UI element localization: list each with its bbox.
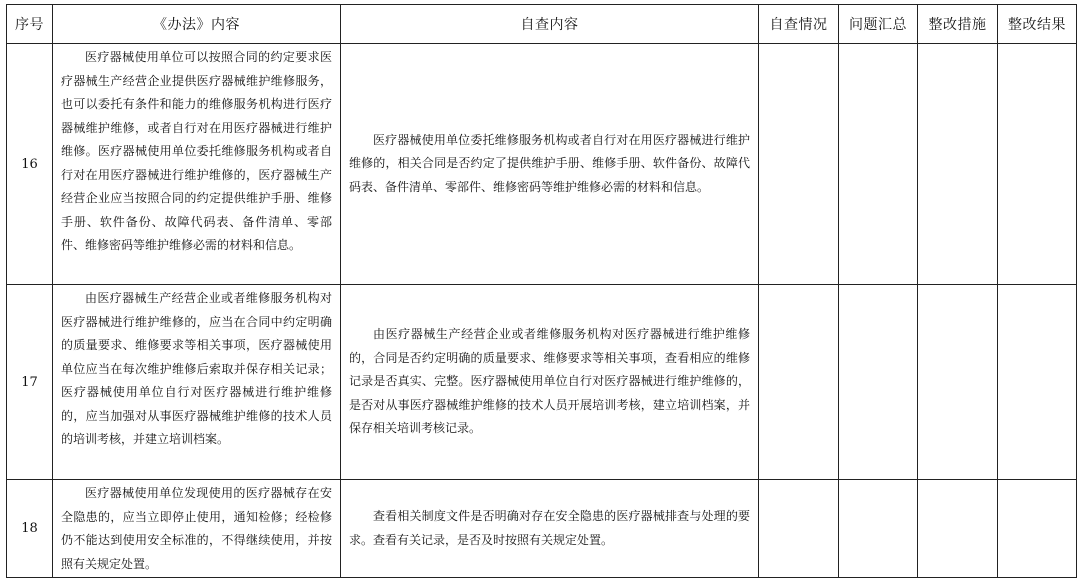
cell-issue-summary[interactable] (839, 480, 918, 578)
cell-issue-summary[interactable] (839, 285, 918, 480)
table-row (7, 285, 1077, 480)
header-self-status: 自查情况 (759, 5, 839, 44)
cell-rectify-measures[interactable] (918, 285, 998, 480)
cell-rectify-results[interactable] (998, 285, 1077, 480)
row-check-content (341, 44, 759, 285)
row-seq: 16 (7, 44, 53, 285)
header-rectify-results: 整改结果 (998, 5, 1077, 44)
check-text: 医疗器械使用单位委托维修服务机构或者自行对在用医疗器械进行维护维修的，相关合同是否约定了提供维护手册、维修手册、软件备份、故障代码表、备件清单、零部件、维修密码等维护维修必需的材料和信息。 (349, 132, 750, 194)
cell-self-status[interactable] (759, 285, 839, 480)
table-row (7, 480, 1077, 578)
header-law-content: 《办法》内容 (53, 5, 341, 44)
header-issue-summary: 问题汇总 (839, 5, 918, 44)
row-law-content (53, 44, 341, 285)
header-seq: 序号 (7, 5, 53, 44)
cell-rectify-measures[interactable] (918, 480, 998, 578)
check-text: 由医疗器械生产经营企业或者维修服务机构对医疗器械进行维护维修的，合同是否约定明确的质量要求、维修要求等相关事项，查看相应的维修记录是否真实、完整。医疗器械使用单位自行对医疗器械进行维护维修的，是否对从事医疗器械维护维修的技术人员开展培训考核，建立培训档案，并保存相关培训考核记录。 (349, 327, 750, 436)
cell-rectify-measures[interactable] (918, 44, 998, 285)
row-check-content (341, 285, 759, 480)
header-check-content: 自查内容 (341, 5, 759, 44)
row-law-content (53, 480, 341, 578)
row-seq: 18 (7, 480, 53, 578)
cell-self-status[interactable] (759, 480, 839, 578)
row-check-content (341, 480, 759, 578)
check-text: 查看相关制度文件是否明确对存在安全隐患的医疗器械排查与处理的要求。查看有关记录，是否及时按照有关规定处置。 (349, 509, 750, 547)
cell-self-status[interactable] (759, 44, 839, 285)
law-text: 医疗器械使用单位可以按照合同的约定要求医疗器械生产经营企业提供医疗器械维护维修服务，也可以委托有条件和能力的维修服务机构进行医疗器械维护维修，或者自行对在用医疗器械进行维护维修。医疗器械使用单位委托维修服务机构或者自行对在用医疗器械进行维护维修的，医疗器械生产经营企业应当按照合同的约定提供维护手册、维修手册、软件备份、故障代码表、备件清单、零部件、维修密码等维护维修必需的材料和信息。 (61, 50, 332, 252)
cell-issue-summary[interactable] (839, 44, 918, 285)
cell-rectify-results[interactable] (998, 44, 1077, 285)
table-row (7, 44, 1077, 285)
row-seq: 17 (7, 285, 53, 480)
header-row (7, 5, 1077, 44)
law-text: 由医疗器械生产经营企业或者维修服务机构对医疗器械进行维护维修的，应当在合同中约定明确的质量要求、维修要求等相关事项，医疗器械使用单位应当在每次维护维修后索取并保存相关记录；医疗器械使用单位自行对医疗器械进行维护维修的，应当加强对从事医疗器械维护维修的技术人员的培训考核，并建立培训档案。 (61, 291, 332, 446)
law-text: 医疗器械使用单位发现使用的医疗器械存在安全隐患的，应当立即停止使用，通知检修；经检修仍不能达到使用安全标准的，不得继续使用，并按照有关规定处置。 (61, 486, 332, 571)
header-rectify-measures: 整改措施 (918, 5, 998, 44)
cell-rectify-results[interactable] (998, 480, 1077, 578)
self-inspection-table (6, 4, 1077, 578)
row-law-content (53, 285, 341, 480)
